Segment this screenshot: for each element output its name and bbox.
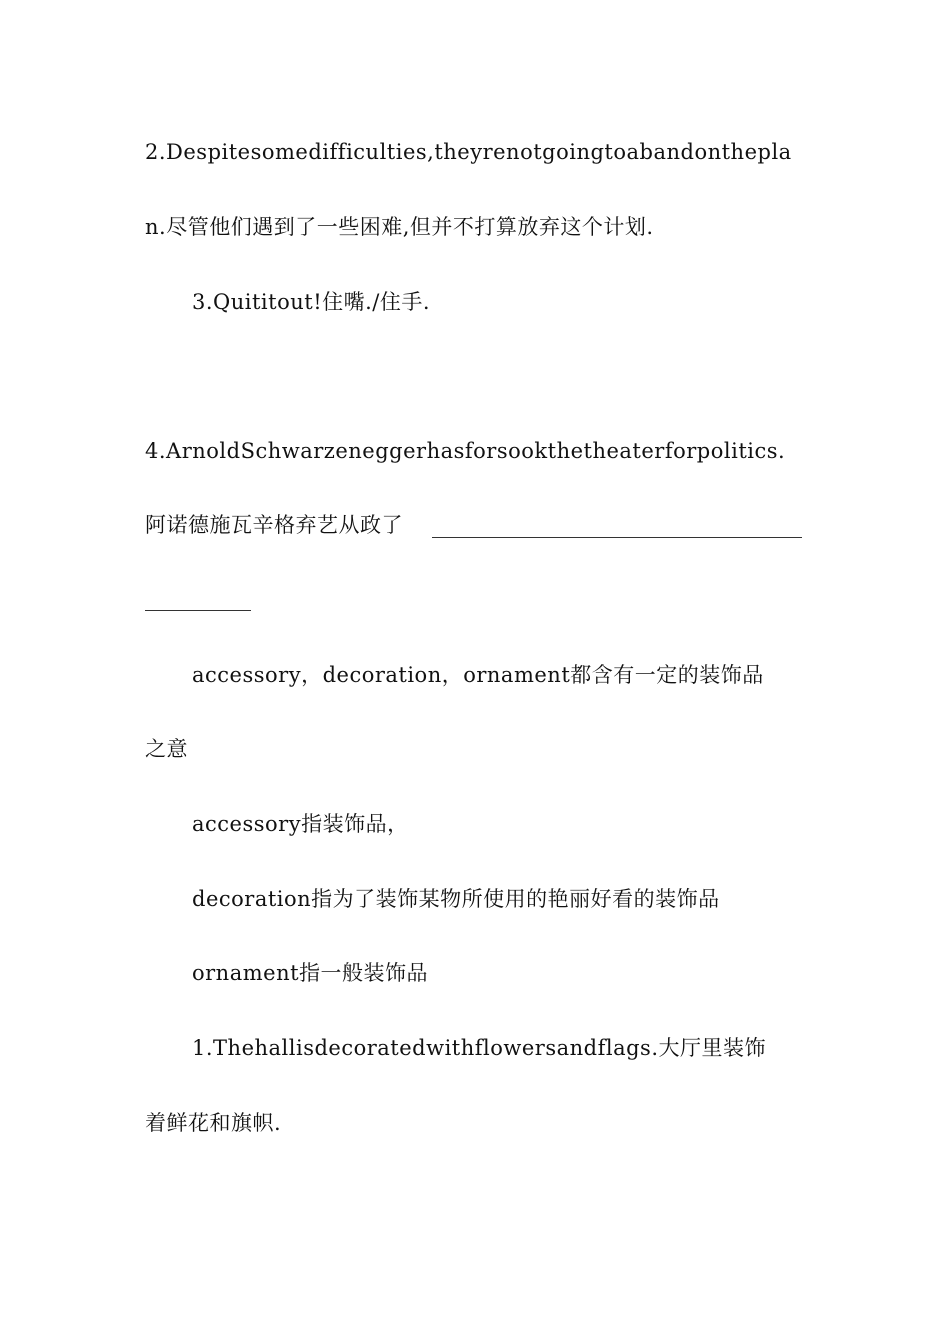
example-1-line: 1.Thehallisdecoratedwithflowersandflags.大厅里装饰 — [192, 1036, 767, 1060]
decoration-definition: decoration指为了装饰某物所使用的艳丽好看的装饰品 — [192, 887, 720, 911]
example-1-continued: 着鲜花和旗帜. — [145, 1111, 282, 1135]
example-2-english-line: 2.Despitesomedifficulties,theyrenotgoingtoabandonthepla — [145, 140, 792, 164]
example-4-english-line: 4.ArnoldSchwarzeneggerhasforsookthetheaterforpolitics. — [145, 439, 786, 463]
ornament-definition: ornament指一般装饰品 — [192, 961, 429, 985]
synonym-intro-line: accessory，decoration，ornament都含有一定的装饰品 — [192, 663, 764, 687]
example-2-chinese-line: n.尽管他们遇到了一些困难,但并不打算放弃这个计划. — [145, 215, 654, 239]
example-3-line: 3.Quititout!住嘴./住手. — [192, 290, 431, 314]
accessory-definition: accessory指装饰品， — [192, 812, 409, 836]
fill-in-blank-line-continued — [145, 610, 251, 611]
fill-in-blank-line — [432, 537, 802, 538]
example-4-chinese-line: 阿诺德施瓦辛格弃艺从政了 — [145, 513, 403, 537]
synonym-intro-continued: 之意 — [145, 737, 188, 761]
